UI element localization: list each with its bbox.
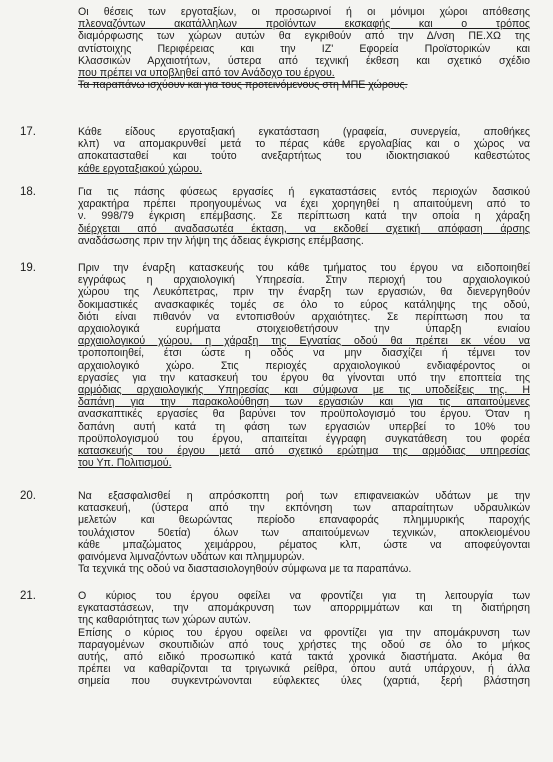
text-line: αρμόδιας αρχαιολογικής Υπηρεσίας και σύμφωνα με τις υποδείξεις της. Η [78,384,530,397]
text-line: ν. 998/79 έγκριση επέμβασης. Σε περίπτωση κατά την οποία η χάραξη [78,210,530,223]
text-line: πρέπει να καθαρίζονται τα τριγωνικά ρείθρα, όπου αυτά υπάρχουν, ή άλλα [78,663,530,676]
text-line: αναδάσωσης πριν την λήψη της άδειας έγκρισης επέμβασης. [78,234,364,247]
item-text [78,262,530,469]
text-line: φαινόμενα λιμναζόντων υδάτων και πλημμυρών. [78,551,305,564]
text-line: τουλάχιστον 50ετία) όλων των απαιτούμενων τεχνικών, αποκλειομένου [78,526,530,539]
item-number: 17. [20,126,36,138]
text-line: κάθε εργοταξιακού χώρου. [78,162,203,175]
text-line: πλεοναζόντων ακατάλληλων προϊόντων εκσκαφής και ο τρόπος [78,18,530,31]
text-line: Κλασσικών Αρχαιοτήτων, ύστερα από τεχνική έκθεση και σχετικό σχέδιο [78,54,530,67]
text-line: εργασίες για την κατασκευή του έργου θα γίνονται υπό την εποπτεία της [78,371,530,384]
text-line: αποκατασταθεί και τούτο ανεξαρτήτως του ιδιοκτησιακού καθεστώτος [78,150,530,163]
text-line: αντίστοιχης Περιφέρειας και την ΙΖ' Εφορεία Προϊστορικών και [78,42,530,55]
text-line: αρχαιολογικά ευρήματα στοιχειοθετήσουν την ύπαρξη ενιαίου [78,323,530,336]
text-line: Για τις πάσης φύσεως εργασίες ή εγκαταστάσεις εντός περιοχών δασικού [78,186,530,198]
text-line: δοκιμαστικές ανασκαφικές τομές σε όλο το εύρος κατάληψης της οδού, [78,298,530,311]
text-line: Κάθε είδους εργοταξιακή εγκατάσταση (γραφεία, συνεργεία, αποθήκες [78,126,530,138]
paragraph-intro-text [78,6,530,91]
text-line: διέρχεται από αναδασωτέα έκταση, να εκδοθεί σχετική απόφαση άρσης [78,222,530,235]
text-line: αρχαιολογικού χώρου, η χάραξη της Εγνατίας οδού θα πρέπει εκ νέου να [78,335,530,348]
text-line: κλπ) να απομακρυνθεί μετά το πέρας κάθε εργολαβίας και ο χώρος να [78,138,530,151]
text-line: παραγομένων σκουπιδιών από τους χρήστες της οδού σε όλο το μήκος [78,638,530,651]
item-number: 19. [20,262,36,274]
text-line: χώρου της Λευκόπετρας, πριν την έναρξη των εργασιών, θα διενεργηθούν [78,286,530,299]
item-text [78,490,530,575]
text-line: διότι είναι πιθανόν να εντοπισθούν αρχαιότητες. Σε περίπτωση που τα [78,310,530,323]
text-line: της καθαριότητας των χώρων αυτών. [78,614,251,627]
item-number: 21. [20,590,36,602]
text-line: εγκαταστάσεων, την απομάκρυνση των απορριμμάτων και τη διατήρηση [78,602,530,615]
text-line: χαρακτήρα πρέπει προηγουμένως να έχει χορηγηθεί η απαιτούμενη από το [78,198,530,211]
text-line: κάθε μπαζώματος χειμάρρου, ρέματος κλπ, ώστε να αποφεύγονται [78,538,530,551]
text-line: ανασκαπτικές εργασίες θα βαρύνει τον προϋπολογισμό του έργου. Όταν η [78,408,530,421]
text-line: εγγράφως η αρχαιολογική Υπηρεσία. Στην περιοχή του αρχαιολογικού [78,274,530,287]
text-line: Ο κύριος του έργου οφείλει να φροντίζει για τη λειτουργία των [78,590,530,602]
item-text [78,186,530,247]
text-line: προϋπολογισμού του έργου, απαιτείται έγγραφη συγκατάθεση του φορέα [78,432,530,445]
text-line: κατασκευής του έργου μετά από σχετικό ερώτημα της αρμόδιας υπηρεσίας [78,445,530,458]
item-text [78,590,530,688]
text-line: Τα παραπάνω ισχύουν και για τους προτεινόμενους στη ΜΠΕ χώρους. [78,79,408,92]
text-line: αρχαιολογικό χώρο. Στις περιοχές αρχαιολογικού ενδιαφέροντος οι [78,359,530,372]
text-line: σημεία που συγκεντρώνονται εύφλεκτες ύλες (χαρτιά, ξερή βλάστηση [78,675,530,688]
text-line: Να εξασφαλισθεί η απρόσκοπτη ροή των επιφανειακών υδάτων με την [78,490,530,502]
item-number: 18. [20,186,36,198]
item-text [78,126,530,175]
text-line: Πριν την έναρξη κατασκευής του κάθε τμήματος του έργου να ειδοποιηθεί [78,262,530,274]
text-line: μελετών και θεωρώντας περίοδο επαναφοράς πλημμυρικής παροχής [78,514,530,527]
text-line: Τα τεχνικά της οδού να διαστασιολογηθούν σύμφωνα με τα παραπάνω. [78,563,412,576]
text-line: του Υπ. Πολιτισμού. [78,457,172,470]
text-line: Επίσης ο κύριος του έργου οφείλει να φροντίζει για την απομάκρυνση των [78,626,530,639]
text-line: δαπάνη αυτή κατά τη φάση των εργασιών υπερβεί το 10% του [78,420,530,433]
text-line: διαμόρφωσης των χώρων αυτών θα εγκριθούν από την Δ/νση ΠΕ.ΧΩ της [78,30,530,43]
text-line: αυτής, από ειδικό προσωπικό κατά τακτά χρονικά διαστήματα. Ακόμα θα [78,651,530,664]
text-line: Οι θέσεις των εργοταξίων, οι προσωρινοί ή οι μόνιμοι χώροι απόθεσης [78,6,530,18]
text-line: που πρέπει να υποβληθεί από τον Ανάδοχο του έργου. [78,67,335,80]
text-line: δαπάνη για την παρακολούθηση των εργασιών και για τις απαιτούμενες [78,396,530,409]
item-number: 20. [20,490,36,502]
text-line: τροποποιηθεί, έτσι ώστε η οδός να μην διασχίζει ή τέμνει τον [78,347,530,360]
text-line: κατασκευή, (ύστερα από την εκπόνηση των απαραίτητων υδραυλικών [78,502,530,515]
